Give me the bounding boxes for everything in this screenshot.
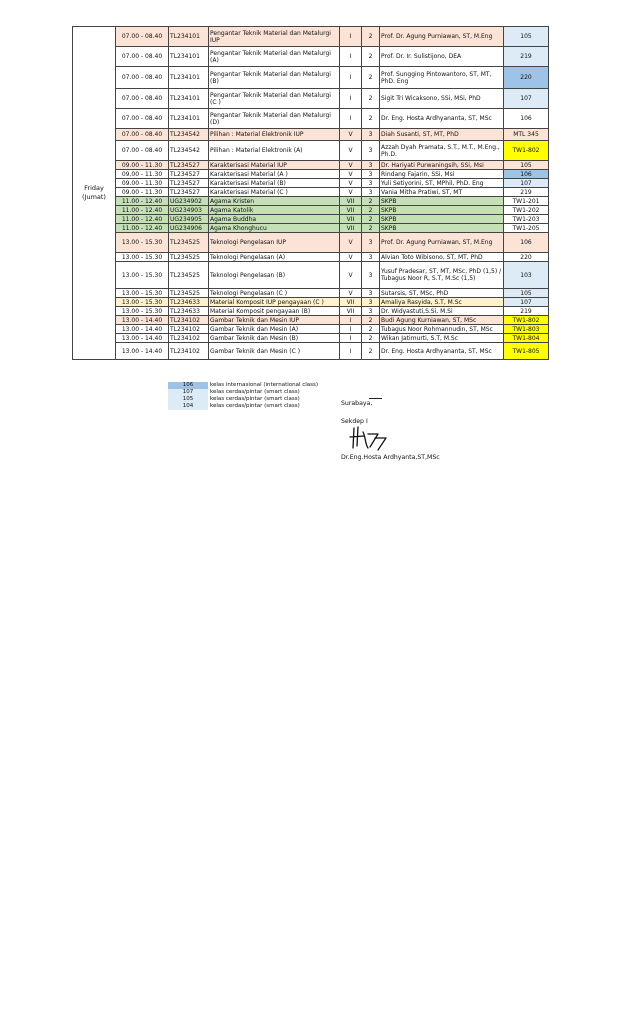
semester-cell: VII xyxy=(340,215,362,224)
schedule-row xyxy=(73,67,549,89)
room-cell: 107 xyxy=(504,179,549,188)
semester-cell: V xyxy=(340,289,362,298)
course-code-cell: TL234102 xyxy=(169,334,209,343)
lecturer-cell: Diah Susanti, ST, MT, PhD xyxy=(380,129,504,141)
course-code-cell: TL234633 xyxy=(169,307,209,316)
time-cell: 11.00 - 12.40 xyxy=(116,197,169,206)
semester-cell: V xyxy=(340,170,362,179)
course-name-cell: Teknologi Pengelasan (B) xyxy=(209,262,340,289)
course-name-cell: Pilihan : Material Elektronik (A) xyxy=(209,141,340,161)
course-name-cell: Material Komposit pengayaan (B) xyxy=(209,307,340,316)
room-cell: MTL 345 xyxy=(504,129,549,141)
time-cell: 11.00 - 12.40 xyxy=(116,224,169,233)
course-code-cell: TL234527 xyxy=(169,188,209,197)
course-code-cell: UG234903 xyxy=(169,206,209,215)
credits-cell: 3 xyxy=(362,298,380,307)
room-cell: 107 xyxy=(504,298,549,307)
credits-cell: 3 xyxy=(362,129,380,141)
credits-cell: 2 xyxy=(362,334,380,343)
course-name-cell: Teknologi Pengelasan IUP xyxy=(209,233,340,253)
course-code-cell: TL234525 xyxy=(169,233,209,253)
course-name-cell: Karakterisasi Material (B) xyxy=(209,179,340,188)
course-code-cell: TL234525 xyxy=(169,253,209,262)
semester-cell: I xyxy=(340,109,362,129)
room-cell: 105 xyxy=(504,161,549,170)
course-name-cell: Karakterisasi Material (C ) xyxy=(209,188,340,197)
semester-cell: V xyxy=(340,161,362,170)
credits-cell: 2 xyxy=(362,206,380,215)
lecturer-cell: SKPB xyxy=(380,215,504,224)
lecturer-cell: Prof. Dr. Agung Purniawan, ST, M.Eng xyxy=(380,233,504,253)
credits-cell: 3 xyxy=(362,161,380,170)
course-code-cell: TL234102 xyxy=(169,343,209,360)
course-name-cell: Pengantar Teknik Material dan Metalurgi (A) xyxy=(209,47,340,67)
lecturer-cell: SKPB xyxy=(380,224,504,233)
schedule-row xyxy=(73,27,549,47)
room-cell: 220 xyxy=(504,253,549,262)
semester-cell: V xyxy=(340,129,362,141)
schedule-row xyxy=(73,109,549,129)
room-cell: TW1-803 xyxy=(504,325,549,334)
schedule-table xyxy=(72,26,549,360)
course-code-cell: TL234542 xyxy=(169,129,209,141)
course-code-cell: TL234101 xyxy=(169,27,209,47)
schedule-row xyxy=(73,307,549,316)
semester-cell: I xyxy=(340,343,362,360)
time-cell: 07.00 - 08.40 xyxy=(116,27,169,47)
semester-cell: I xyxy=(340,27,362,47)
room-cell: 105 xyxy=(504,289,549,298)
semester-cell: V xyxy=(340,262,362,289)
legend-room-swatch: 105 xyxy=(168,396,208,403)
time-cell: 13.00 - 15.30 xyxy=(116,262,169,289)
course-code-cell: TL234101 xyxy=(169,109,209,129)
course-code-cell: TL234102 xyxy=(169,316,209,325)
course-name-cell: Agama Buddha xyxy=(209,215,340,224)
lecturer-cell: Prof. Dr. Ir. Sulistijono, DEA xyxy=(380,47,504,67)
credits-cell: 3 xyxy=(362,289,380,298)
signature-city: Surabaya, xyxy=(341,400,373,407)
credits-cell: 3 xyxy=(362,262,380,289)
credits-cell: 2 xyxy=(362,325,380,334)
time-cell: 13.00 - 15.30 xyxy=(116,233,169,253)
lecturer-cell: Yusuf Pradesar, ST, MT, MSc, PhD (1,5) / Tubagus Noor R, S.T, M.Sc (1,5) xyxy=(380,262,504,289)
legend-label: kelas cerdas/pintar (smart class) xyxy=(210,403,300,409)
time-cell: 09.00 - 11.30 xyxy=(116,188,169,197)
schedule-row xyxy=(73,334,549,343)
room-cell: 219 xyxy=(504,188,549,197)
course-name-cell: Material Komposit IUP pengayaan (C ) xyxy=(209,298,340,307)
schedule-row xyxy=(73,289,549,298)
schedule-row xyxy=(73,89,549,109)
semester-cell: VII xyxy=(340,307,362,316)
time-cell: 13.00 - 15.30 xyxy=(116,307,169,316)
room-cell: 105 xyxy=(504,27,549,47)
lecturer-cell: Dr. Eng. Hosta Ardhyananta, ST, MSc xyxy=(380,109,504,129)
course-code-cell: UG234905 xyxy=(169,215,209,224)
room-cell: 106 xyxy=(504,233,549,253)
course-code-cell: UG234906 xyxy=(169,224,209,233)
room-cell: TW1-201 xyxy=(504,197,549,206)
lecturer-cell: SKPB xyxy=(380,206,504,215)
legend-row xyxy=(168,382,320,389)
schedule-row xyxy=(73,179,549,188)
legend-row xyxy=(168,389,320,396)
schedule-row xyxy=(73,141,549,161)
course-name-cell: Gambar Teknik dan Mesin (B) xyxy=(209,334,340,343)
time-cell: 13.00 - 14.40 xyxy=(116,316,169,325)
lecturer-cell: Dr. Eng. Hosta Ardhyananta, ST, MSc xyxy=(380,343,504,360)
lecturer-cell: Tubagus Noor Rohmannudin, ST, MSc xyxy=(380,325,504,334)
semester-cell: VII xyxy=(340,206,362,215)
time-cell: 13.00 - 14.40 xyxy=(116,334,169,343)
semester-cell: I xyxy=(340,316,362,325)
credits-cell: 2 xyxy=(362,215,380,224)
semester-cell: I xyxy=(340,334,362,343)
credits-cell: 2 xyxy=(362,316,380,325)
course-code-cell: TL234525 xyxy=(169,262,209,289)
course-code-cell: TL234525 xyxy=(169,289,209,298)
credits-cell: 2 xyxy=(362,109,380,129)
room-cell: TW1-203 xyxy=(504,215,549,224)
time-cell: 09.00 - 11.30 xyxy=(116,170,169,179)
room-cell: TW1-202 xyxy=(504,206,549,215)
legend-row xyxy=(168,403,320,410)
schedule-row xyxy=(73,188,549,197)
course-code-cell: TL234542 xyxy=(169,141,209,161)
legend-room-swatch: 107 xyxy=(168,389,208,396)
schedule-row xyxy=(73,343,549,360)
lecturer-cell: Dr. Hariyati Purwaningsih, SSi, Msi xyxy=(380,161,504,170)
room-cell: 106 xyxy=(504,109,549,129)
credits-cell: 3 xyxy=(362,141,380,161)
legend-row xyxy=(168,396,320,403)
lecturer-cell: Alvian Toto Wibisono, ST, MT, PhD xyxy=(380,253,504,262)
credits-cell: 3 xyxy=(362,233,380,253)
schedule-row xyxy=(73,215,549,224)
room-legend xyxy=(168,382,320,410)
room-cell: 103 xyxy=(504,262,549,289)
time-cell: 13.00 - 15.30 xyxy=(116,289,169,298)
semester-cell: VII xyxy=(340,298,362,307)
semester-cell: V xyxy=(340,141,362,161)
day-alt-name: (Jumat) xyxy=(82,193,106,201)
legend-label: kelas cerdas/pintar (smart class) xyxy=(210,389,300,395)
course-name-cell: Teknologi Pengelasan (A) xyxy=(209,253,340,262)
time-cell: 07.00 - 08.40 xyxy=(116,47,169,67)
course-name-cell: Agama Katolik xyxy=(209,206,340,215)
legend-body xyxy=(168,382,320,410)
schedule-row xyxy=(73,170,549,179)
schedule-row xyxy=(73,262,549,289)
credits-cell: 2 xyxy=(362,343,380,360)
lecturer-cell: Rindang Fajarin, SSi, Msi xyxy=(380,170,504,179)
semester-cell: I xyxy=(340,67,362,89)
course-name-cell: Agama Kristen xyxy=(209,197,340,206)
semester-cell: I xyxy=(340,325,362,334)
credits-cell: 3 xyxy=(362,188,380,197)
semester-cell: V xyxy=(340,233,362,253)
lecturer-cell: SKPB xyxy=(380,197,504,206)
room-cell: 219 xyxy=(504,47,549,67)
schedule-row xyxy=(73,298,549,307)
time-cell: 07.00 - 08.40 xyxy=(116,67,169,89)
schedule-row xyxy=(73,224,549,233)
credits-cell: 3 xyxy=(362,307,380,316)
date-blank-line xyxy=(369,398,382,399)
schedule-row xyxy=(73,325,549,334)
lecturer-cell: Prof. Dr. Agung Purniawan, ST, M.Eng xyxy=(380,27,504,47)
room-cell: TW1-805 xyxy=(504,343,549,360)
schedule-row xyxy=(73,47,549,67)
schedule-body xyxy=(73,27,549,360)
legend-label: kelas cerdas/pintar (smart class) xyxy=(210,396,300,402)
course-code-cell: TL234101 xyxy=(169,47,209,67)
schedule-row xyxy=(73,161,549,170)
course-name-cell: Pengantar Teknik Material dan Metalurgi (C ) xyxy=(209,89,340,109)
semester-cell: V xyxy=(340,179,362,188)
credits-cell: 2 xyxy=(362,224,380,233)
legend-label: kelas internasional (international class) xyxy=(210,382,319,388)
lecturer-cell: Sigit Tri Wicaksono, SSi, MSi, PhD xyxy=(380,89,504,109)
course-name-cell: Pilihan : Material Elektronik IUP xyxy=(209,129,340,141)
lecturer-cell: Amaliya Rasyida, S.T, M.Sc xyxy=(380,298,504,307)
credits-cell: 2 xyxy=(362,27,380,47)
signature-role: Sekdep I xyxy=(341,418,368,425)
credits-cell: 2 xyxy=(362,197,380,206)
room-cell: TW1-804 xyxy=(504,334,549,343)
lecturer-cell: Dr. Widyastuti,S.Si, M.Si xyxy=(380,307,504,316)
credits-cell: 2 xyxy=(362,47,380,67)
semester-cell: VII xyxy=(340,224,362,233)
room-cell: 106 xyxy=(504,170,549,179)
course-code-cell: UG234902 xyxy=(169,197,209,206)
room-cell: TW1-802 xyxy=(504,316,549,325)
course-name-cell: Teknologi Pengelasan (C ) xyxy=(209,289,340,298)
lecturer-cell: Wikan Jatimurti, S.T, M.Sc xyxy=(380,334,504,343)
lecturer-cell: Vania Mitha Pratiwi, ST, MT xyxy=(380,188,504,197)
course-code-cell: TL234633 xyxy=(169,298,209,307)
semester-cell: V xyxy=(340,188,362,197)
lecturer-cell: Azzah Dyah Pramata, S.T., M.T., M.Eng., Ph.D. xyxy=(380,141,504,161)
lecturer-cell: Budi Agung Kurniawan, ST, MSc xyxy=(380,316,504,325)
time-cell: 13.00 - 15.30 xyxy=(116,253,169,262)
course-name-cell: Karakterisasi Material (A ) xyxy=(209,170,340,179)
legend-room-swatch: 104 xyxy=(168,403,208,410)
course-name-cell: Pengantar Teknik Material dan Metalurgi IUP xyxy=(209,27,340,47)
time-cell: 07.00 - 08.40 xyxy=(116,89,169,109)
semester-cell: I xyxy=(340,47,362,67)
legend-room-swatch: 106 xyxy=(168,382,208,389)
course-code-cell: TL234101 xyxy=(169,67,209,89)
time-cell: 09.00 - 11.30 xyxy=(116,161,169,170)
time-cell: 11.00 - 12.40 xyxy=(116,215,169,224)
credits-cell: 3 xyxy=(362,253,380,262)
schedule-row xyxy=(73,206,549,215)
course-name-cell: Gambar Teknik dan Mesin (A) xyxy=(209,325,340,334)
room-cell: 107 xyxy=(504,89,549,109)
semester-cell: I xyxy=(340,89,362,109)
schedule-row xyxy=(73,129,549,141)
credits-cell: 3 xyxy=(362,179,380,188)
handwritten-signature xyxy=(348,424,388,452)
course-name-cell: Agama Khonghucu xyxy=(209,224,340,233)
time-cell: 13.00 - 14.40 xyxy=(116,343,169,360)
course-code-cell: TL234102 xyxy=(169,325,209,334)
course-name-cell: Pengantar Teknik Material dan Metalurgi (B) xyxy=(209,67,340,89)
time-cell: 07.00 - 08.40 xyxy=(116,129,169,141)
semester-cell: V xyxy=(340,253,362,262)
schedule-row xyxy=(73,197,549,206)
room-cell: TW1-205 xyxy=(504,224,549,233)
room-cell: 219 xyxy=(504,307,549,316)
lecturer-cell: Prof. Sungging Pintowantoro, ST, MT, PhD. Eng xyxy=(380,67,504,89)
credits-cell: 2 xyxy=(362,89,380,109)
course-code-cell: TL234527 xyxy=(169,179,209,188)
course-code-cell: TL234527 xyxy=(169,170,209,179)
time-cell: 13.00 - 15.30 xyxy=(116,298,169,307)
signature-name: Dr.Eng.Hosta Ardhyanta,ST,MSc xyxy=(341,454,440,461)
credits-cell: 2 xyxy=(362,67,380,89)
schedule-row xyxy=(73,253,549,262)
lecturer-cell: Yuli Setiyorini, ST, MPhil, PhD. Eng xyxy=(380,179,504,188)
schedule-row xyxy=(73,233,549,253)
credits-cell: 3 xyxy=(362,170,380,179)
course-name-cell: Pengantar Teknik Material dan Metalurgi (D) xyxy=(209,109,340,129)
time-cell: 13.00 - 14.40 xyxy=(116,325,169,334)
day-cell xyxy=(73,27,116,360)
time-cell: 09.00 - 11.30 xyxy=(116,179,169,188)
course-name-cell: Gambar Teknik dan Mesin (C ) xyxy=(209,343,340,360)
schedule-row xyxy=(73,316,549,325)
course-code-cell: TL234101 xyxy=(169,89,209,109)
course-name-cell: Gambar Teknik dan Mesin IUP xyxy=(209,316,340,325)
time-cell: 07.00 - 08.40 xyxy=(116,109,169,129)
day-name: Friday xyxy=(84,184,104,192)
time-cell: 11.00 - 12.40 xyxy=(116,206,169,215)
course-name-cell: Karakterisasi Material IUP xyxy=(209,161,340,170)
lecturer-cell: Sutarsis, ST, MSc, PhD xyxy=(380,289,504,298)
room-cell: 220 xyxy=(504,67,549,89)
course-code-cell: TL234527 xyxy=(169,161,209,170)
time-cell: 07.00 - 08.40 xyxy=(116,141,169,161)
semester-cell: VII xyxy=(340,197,362,206)
room-cell: TW1-802 xyxy=(504,141,549,161)
